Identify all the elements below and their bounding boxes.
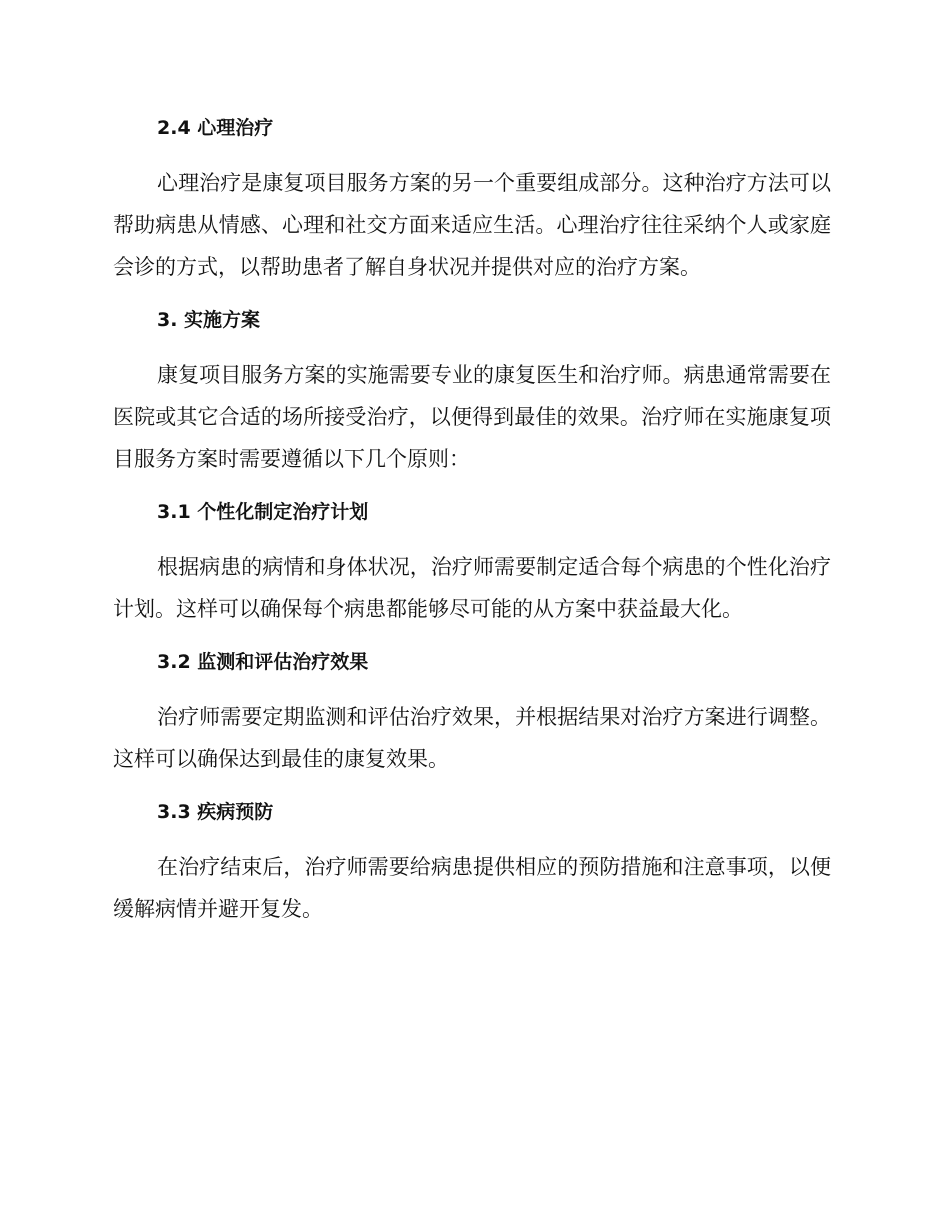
section-heading-2-4: 2.4 心理治疗	[157, 117, 274, 139]
section-paragraph-3-1: 根据病患的病情和身体状况，治疗师需要制定适合每个病患的个性化治疗计划。这样可以确保每个病患都能够尽可能的从方案中获益最大化。	[113, 555, 831, 621]
section-heading-3-1: 3.1 个性化制定治疗计划	[157, 501, 369, 523]
section-paragraph-3-2: 治疗师需要定期监测和评估治疗效果，并根据结果对治疗方案进行调整。这样可以确保达到最佳的康复效果。	[113, 705, 831, 771]
section-heading-3: 3. 实施方案	[157, 309, 261, 331]
section-paragraph-3: 康复项目服务方案的实施需要专业的康复医生和治疗师。病患通常需要在医院或其它合适的场所接受治疗，以便得到最佳的效果。治疗师在实施康复项目服务方案时需要遵循以下几个原则：	[113, 363, 831, 471]
document-page	[113, 108, 831, 930]
section-paragraph-3-3: 在治疗结束后，治疗师需要给病患提供相应的预防措施和注意事项，以便缓解病情并避开复发。	[113, 855, 831, 921]
section-heading-3-2: 3.2 监测和评估治疗效果	[157, 651, 369, 673]
section-heading-3-3: 3.3 疾病预防	[157, 801, 274, 823]
section-paragraph-2-4: 心理治疗是康复项目服务方案的另一个重要组成部分。这种治疗方法可以帮助病患从情感、心理和社交方面来适应生活。心理治疗往往采纳个人或家庭会诊的方式，以帮助患者了解自身状况并提供对应的治疗方案。	[113, 171, 831, 279]
